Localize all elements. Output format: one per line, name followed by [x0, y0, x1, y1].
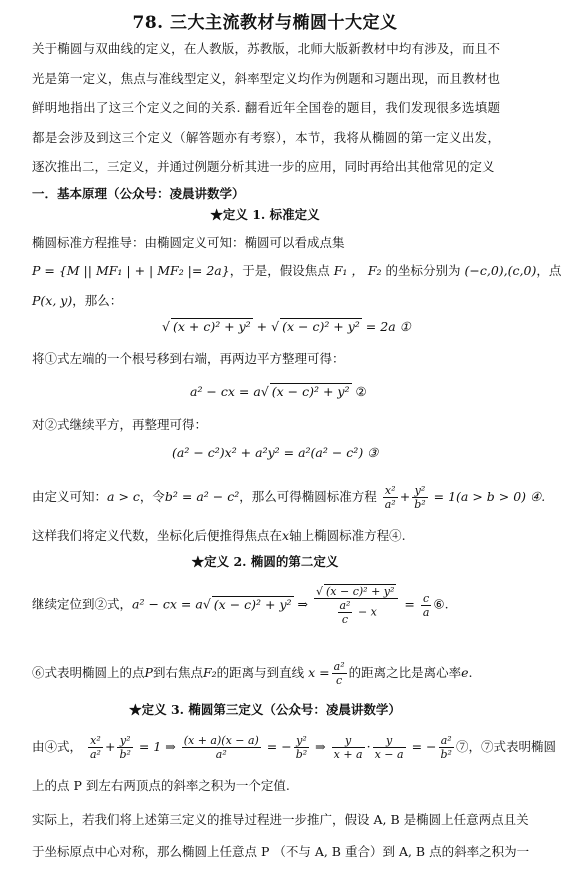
eq1-radicand-2: (x − c)² + y²: [282, 319, 360, 334]
foci-symbols: F₁ ， F₂: [333, 263, 382, 278]
def3-intro: 由④式，: [32, 739, 83, 754]
def2-desc-c: 的距离与到直线: [216, 665, 305, 680]
definition-2-equation-line: 继续定位到②式，a² − cx = a√ (x − c)² + y² ⇒ √ (x − c)² + y² $\frac{\text{a²}}{c}$ − x = $\frac{c}{a}$ ⑥.: [32, 585, 449, 626]
def3-fraction-product: $\frac{(x + a)(x - a)}{\text{a²}}$: [183, 734, 259, 761]
equation-3: (a² − c²)x² + a²y² = a²(a² − c²) ③: [172, 445, 379, 460]
def2-mark: ⑥.: [433, 596, 449, 612]
eq2-radicand: (x − c)² + y²: [271, 384, 350, 399]
step5-text-b: 轴上椭圆标准方程④.: [289, 528, 406, 543]
step5-text-a: 这样我们将定义代数，坐标化后便推得焦点在: [32, 528, 283, 543]
step4-eq-tail: = 1(a > b > 0) ④.: [429, 489, 546, 504]
definition-1-set-line: [32, 256, 561, 285]
definition-3-line-2: 上的点 P 到左右两顶点的斜率之积为一个定值.: [32, 778, 290, 793]
step4-condition: a > c: [107, 489, 140, 504]
fraction-y2-b2: $\frac{\text{y²}}{\text{b²}}$: [414, 484, 426, 511]
def2-a2-over-c: $\frac{\text{a²}}{c}$: [333, 660, 345, 687]
def2-c-over-a: $\frac{c}{a}$: [422, 591, 430, 619]
step-2-text: 将①式左端的一个根号移到右端，再两边平方整理可得：: [32, 351, 345, 366]
eq2-mark: ②: [351, 384, 367, 399]
intro-paragraph: 关于椭圆与双曲线的定义，在人教版，苏教版，北师大版新教材中均有涉及，而且不光是第一定义，焦点与准线型定义，斜率型定义均作为例题和习题出现，而且教材也鲜明地指出了这三个定义之间的关系. 翻看近年全国卷的题目，我们发现很多选填题都是会涉及到这三个定义（解答题亦有考察），本节，我将从椭圆的第一定义出发，逐次推出二，三定义，并通过例题分析其进一步的应用，同时再给出其他常见的定义: [32, 41, 500, 174]
step4-let: b² = a² − c²: [164, 489, 240, 504]
def2-point: P: [144, 665, 153, 680]
page-title: 78. 三大主流教材与椭圆十大定义: [132, 13, 398, 33]
point-p: P(x, y): [32, 293, 73, 308]
fraction-x2-a2: $\frac{\text{x²}}{\text{a²}}$: [384, 484, 396, 511]
eq1-rhs: = 2a ①: [361, 319, 411, 334]
def2-directrix: x =: [308, 665, 330, 680]
definition-3-heading: ★定义 3. 椭圆第三定义（公众号：凌晨讲数学）: [129, 702, 401, 717]
definition-2-heading: ★定义 2. 椭圆的第二定义: [191, 554, 339, 569]
def2-desc-d: 的距离之比是离心率: [348, 665, 462, 680]
eq1-radicand-1: (x + c)² + y²: [172, 319, 251, 334]
definition-1-heading: ★定义 1. 标准定义: [210, 207, 320, 222]
then-text: ，那么：: [72, 293, 123, 308]
step4-text-b: ，令: [139, 489, 165, 504]
equation-2: a² − cx = a√ (x − c)² + y² ②: [190, 384, 367, 399]
definition-3-extension-1: 实际上，若我们将上述第三定义的推导过程进一步推广，假设 A, B 是椭圆上任意两点且关: [32, 812, 529, 827]
equation-1: √ (x + c)² + y² + √ (x − c)² + y² = 2a ①: [162, 319, 411, 334]
eq2-lhs: a² − cx = a: [190, 384, 261, 399]
def2-desc-b: 到右焦点: [152, 665, 203, 680]
implies-arrow: ⇒: [297, 596, 308, 612]
step4-text-c: ，那么可得椭圆标准方程: [239, 489, 377, 504]
definition-2-description: ⑥式表明椭圆上的点P到右焦点F₂的距离与到直线 x = $\frac{\text{a²}}{c}$ 的距离之比是离心率e.: [32, 660, 473, 687]
def2-focus: F₂: [202, 665, 217, 680]
section-heading-basic-principle: 一．基本原理（公众号：凌晨讲数学）: [32, 186, 245, 201]
foci-coordinates: (−c,0),(c,0): [464, 263, 537, 278]
definition-3-equation-line: 由④式， $\frac{\text{x²}}{\text{a²}}$ + $\frac{\text{y²}}{\text{b²}}$ = 1 ⇒ $\frac{(x + a)(x - a)}{\text{a²}}$ = − $\frac{\text{y²}}{\text{b²}}$ ⇒ $\frac{y}{x + a}$ · $\frac{y}{x - a}$ = − $\frac{\text{a²}}{\text{b²}}$ ⑦，⑦式表明椭圆: [32, 734, 556, 761]
def2-eccentricity: e: [461, 665, 469, 680]
def2-big-fraction: √ (x − c)² + y² $\frac{\text{a²}}{c}$ − x: [314, 584, 398, 626]
step5-x: x: [282, 528, 290, 543]
def2-radicand: (x − c)² + y²: [213, 596, 292, 612]
definition-1-intro: 椭圆标准方程推导：由椭圆定义可知：椭圆可以看成点集: [32, 235, 345, 250]
point-set-formula: P = {M || MF₁ | + | MF₂ |= 2a}: [32, 263, 230, 278]
def3-mark: ⑦，⑦式表明椭圆: [455, 739, 556, 754]
def2-eq-lhs: a² − cx = a: [132, 596, 203, 612]
step-4-line: 由定义可知：a > c，令b² = a² − c²，那么可得椭圆标准方程 $\frac{\text{x²}}{\text{a²}}$ + $\frac{\text{y²}}{\text{b²}}$ = 1(a > b > 0) ④.: [32, 484, 546, 511]
step4-text-a: 由定义可知：: [32, 489, 108, 504]
definition-3-extension-2: 于坐标原点中心对称，那么椭圆上任意点 P （不与 A, B 重合）到 A, B 点的斜率之积为一: [32, 844, 530, 859]
def2-desc-a: ⑥式表明椭圆上的点: [32, 665, 145, 680]
step-3-text: 对②式继续平方，再整理可得：: [32, 417, 208, 432]
set-tail-text: ，于是，假设焦点: [229, 263, 330, 278]
definition-1-point-line: [32, 286, 122, 315]
def2-intro: 继续定位到②式，: [32, 596, 133, 612]
point-text: ，点: [536, 263, 561, 278]
coords-text: 的坐标分别为: [385, 263, 461, 278]
step-5-line: [32, 526, 406, 544]
